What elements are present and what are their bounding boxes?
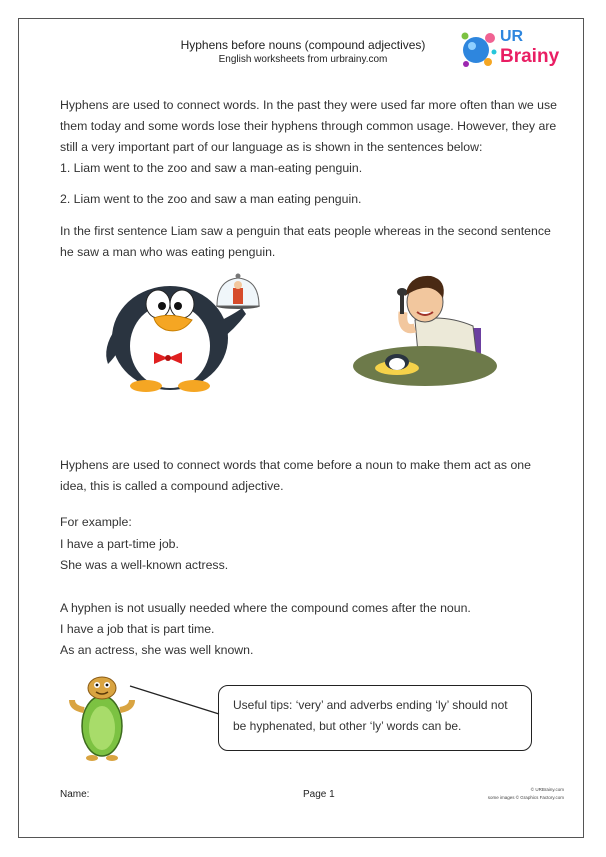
page-number: Page 1 [303, 789, 335, 800]
page-title: Hyphens before nouns (compound adjectives) [180, 38, 426, 52]
copyright-text: © URBrainy.com [530, 787, 564, 792]
compound-adjective-paragraph: Hyphens are used to connect words that come before a noun to make them act as one idea, this is called a compound adjective. [60, 458, 531, 493]
penguin-illustration [96, 268, 281, 393]
example-sentence-1: 1. Liam went to the zoo and saw a man-eating penguin. [60, 161, 363, 175]
name-label: Name: [60, 789, 90, 800]
boy-eating-illustration [345, 268, 505, 388]
explanation-paragraph: In the first sentence Liam saw a penguin that eats people whereas in the second sentence he saw a man who was eating penguin. [60, 224, 551, 259]
example-well-known: She was a well-known actress. [60, 558, 229, 572]
useful-tips-text: Useful tips: ‘very’ and adverbs ending ‘ly’ should not be hyphenated, but other ‘ly’ words can be. [233, 698, 508, 733]
example-well-known-after: As an actress, she was well known. [60, 643, 254, 657]
image-credit-text: some images © Graphics Factory.com [487, 795, 564, 800]
after-noun-paragraph: A hyphen is not usually needed where the compound comes after the noun. [60, 601, 471, 615]
speech-pointer [128, 684, 220, 716]
intro-paragraph: Hyphens are used to connect words. In the past they were used far more often than we use them today and some words lose their hyphens through common usage. However, they are still a very important part of our language as is shown in the sentences below: [60, 98, 557, 154]
example-part-time-after: I have a job that is part time. [60, 622, 215, 636]
example-sentence-2: 2. Liam went to the zoo and saw a man eating penguin. [60, 192, 362, 206]
logo-ur-text: UR [500, 28, 524, 45]
logo-brainy-text: Brainy [500, 46, 560, 67]
for-example-label: For example: [60, 515, 132, 529]
urbrainy-logo [460, 26, 576, 76]
page-subtitle: English worksheets from urbrainy.com [218, 54, 388, 65]
useful-tips-box [218, 685, 532, 751]
example-part-time: I have a part-time job. [60, 537, 179, 551]
